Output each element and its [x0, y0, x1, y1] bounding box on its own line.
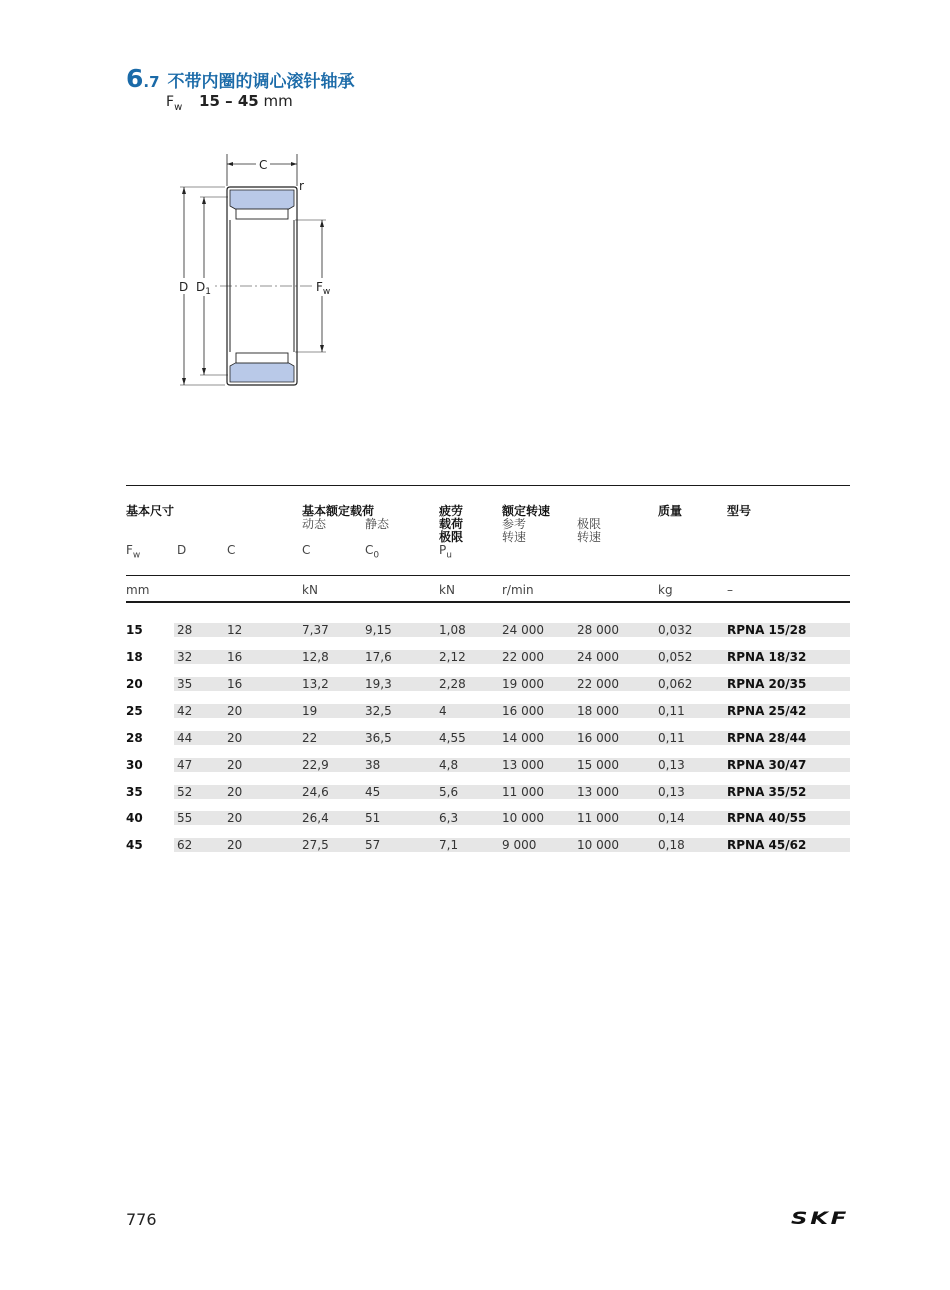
cell-c0: 32,5 [365, 704, 392, 718]
cell-d: 52 [177, 785, 193, 799]
cell-lim-speed: 13 000 [577, 785, 619, 799]
cell-fw: 18 [126, 650, 143, 664]
header-load-ratings: 基本额定载荷 [302, 504, 375, 518]
cell-c: 20 [227, 704, 243, 718]
cell-c0: 36,5 [365, 731, 392, 745]
cell-mass: 0,11 [658, 731, 685, 745]
header-mass: 质量 [658, 504, 683, 518]
cell-d: 42 [177, 704, 193, 718]
cell-mass: 0,032 [658, 623, 693, 637]
cell-lim-speed: 11 000 [577, 811, 619, 825]
dimension-label-r: r [299, 179, 304, 193]
cell-lim-speed: 28 000 [577, 623, 619, 637]
cell-fw: 15 [126, 623, 143, 637]
cell-c-dynamic: 22,9 [302, 758, 329, 772]
cell-fw: 25 [126, 704, 143, 718]
symbol-c0: $C_0$ [365, 543, 380, 561]
table-row [126, 731, 850, 745]
header-fatigue-2: 载荷 [439, 517, 464, 531]
cell-pu: 4 [439, 704, 447, 718]
cell-pu: 6,3 [439, 811, 459, 825]
cell-d: 47 [177, 758, 193, 772]
table-row [126, 704, 850, 718]
cell-c-dynamic: 19 [302, 704, 318, 718]
cell-c0: 51 [365, 811, 381, 825]
cell-c: 20 [227, 758, 243, 772]
cell-d: 44 [177, 731, 193, 745]
cell-c-dynamic: 13,2 [302, 677, 329, 691]
cell-d: 62 [177, 838, 193, 852]
cell-c-dynamic: 24,6 [302, 785, 329, 799]
size-range: 15 – 45 [199, 92, 259, 110]
table-units-rule [126, 601, 850, 603]
cell-c: 20 [227, 785, 243, 799]
skf-logo [790, 1209, 852, 1227]
header-reference-2: 转速 [502, 530, 527, 544]
header-limiting-1: 极限 [577, 517, 602, 531]
cell-mass: 0,062 [658, 677, 693, 691]
unit-designation: – [727, 583, 733, 597]
table-row [126, 650, 850, 664]
cell-ref-speed: 13 000 [502, 758, 544, 772]
cell-pu: 5,6 [439, 785, 459, 799]
cell-pu: 4,55 [439, 731, 466, 745]
cell-lim-speed: 18 000 [577, 704, 619, 718]
cell-c: 16 [227, 677, 243, 691]
cell-ref-speed: 10 000 [502, 811, 544, 825]
dimension-label-c: C [259, 158, 268, 172]
cell-c0: 19,3 [365, 677, 392, 691]
dimension-label-d: D [179, 280, 189, 294]
table-row [126, 623, 850, 637]
cell-c0: 38 [365, 758, 381, 772]
cell-mass: 0,11 [658, 704, 685, 718]
cell-pu: 2,28 [439, 677, 466, 691]
cell-designation: RPNA 15/28 [727, 623, 807, 637]
section-number: 6 [126, 64, 144, 93]
table-row [126, 811, 850, 825]
cell-d: 35 [177, 677, 193, 691]
table-header-rule [126, 575, 850, 576]
cell-lim-speed: 15 000 [577, 758, 619, 772]
cell-d: 28 [177, 623, 193, 637]
cell-lim-speed: 16 000 [577, 731, 619, 745]
cell-c: 20 [227, 838, 243, 852]
cell-c: 20 [227, 811, 243, 825]
cell-designation: RPNA 25/42 [727, 704, 807, 718]
cell-fw: 35 [126, 785, 143, 799]
cell-fw: 30 [126, 758, 143, 772]
table-row [126, 838, 850, 852]
table-row [126, 677, 850, 691]
cell-c-dynamic: 26,4 [302, 811, 329, 825]
table-top-rule [126, 485, 850, 486]
cell-designation: RPNA 35/52 [727, 785, 807, 799]
section-title-text: 不带内圈的调心滚针轴承 [167, 72, 355, 92]
unit-fatigue: kN [439, 583, 455, 597]
cell-mass: 0,13 [658, 785, 685, 799]
section-subnumber: .7 [143, 73, 160, 91]
header-fatigue-1: 疲劳 [439, 504, 464, 518]
cell-mass: 0,18 [658, 838, 685, 852]
cell-pu: 1,08 [439, 623, 466, 637]
cell-c: 16 [227, 650, 243, 664]
cell-fw: 20 [126, 677, 143, 691]
header-static: 静态 [365, 517, 390, 531]
cell-c-dynamic: 12,8 [302, 650, 329, 664]
cell-c0: 17,6 [365, 650, 392, 664]
fw-symbol: $F_w$ [166, 94, 183, 113]
header-limiting-2: 转速 [577, 530, 602, 544]
cell-mass: 0,14 [658, 811, 685, 825]
cell-lim-speed: 24 000 [577, 650, 619, 664]
cell-c-dynamic: 27,5 [302, 838, 329, 852]
cell-c: 20 [227, 731, 243, 745]
size-range-unit: mm [263, 92, 293, 110]
cell-ref-speed: 22 000 [502, 650, 544, 664]
header-reference-1: 参考 [502, 517, 527, 531]
cell-ref-speed: 24 000 [502, 623, 544, 637]
symbol-c-dynamic: C [302, 543, 311, 557]
cell-fw: 40 [126, 811, 143, 825]
cell-pu: 7,1 [439, 838, 459, 852]
cell-c0: 9,15 [365, 623, 392, 637]
cell-d: 55 [177, 811, 193, 825]
cell-designation: RPNA 20/35 [727, 677, 807, 691]
header-fatigue-3: 极限 [439, 530, 464, 544]
header-principal-dimensions: 基本尺寸 [126, 504, 175, 518]
symbol-pu: $P_u$ [439, 543, 452, 561]
cell-c0: 45 [365, 785, 381, 799]
header-dynamic: 动态 [302, 517, 327, 531]
cell-c-dynamic: 22 [302, 731, 318, 745]
unit-loads: kN [302, 583, 318, 597]
bearing-cross-section-diagram [170, 150, 350, 395]
cell-pu: 2,12 [439, 650, 466, 664]
cell-designation: RPNA 28/44 [727, 731, 807, 745]
cell-mass: 0,052 [658, 650, 693, 664]
svg-text:SKF: SKF [791, 1209, 849, 1227]
symbol-d: D [177, 543, 187, 557]
section-title [126, 64, 355, 93]
unit-mass: kg [658, 583, 673, 597]
cell-lim-speed: 22 000 [577, 677, 619, 691]
cell-ref-speed: 9 000 [502, 838, 537, 852]
cell-c-dynamic: 7,37 [302, 623, 329, 637]
cell-designation: RPNA 30/47 [727, 758, 807, 772]
cell-pu: 4,8 [439, 758, 459, 772]
cell-fw: 28 [126, 731, 143, 745]
cell-c: 12 [227, 623, 243, 637]
cell-d: 32 [177, 650, 193, 664]
cell-ref-speed: 16 000 [502, 704, 544, 718]
cell-designation: RPNA 45/62 [727, 838, 807, 852]
unit-dimensions: mm [126, 583, 150, 597]
cell-lim-speed: 10 000 [577, 838, 619, 852]
cell-ref-speed: 11 000 [502, 785, 544, 799]
header-speed-ratings: 额定转速 [502, 504, 551, 518]
page-subtitle [166, 92, 293, 113]
symbol-fw: $F_w$ [126, 543, 141, 561]
cell-designation: RPNA 40/55 [727, 811, 807, 825]
page-number: 776 [126, 1210, 157, 1229]
cell-c0: 57 [365, 838, 381, 852]
cell-mass: 0,13 [658, 758, 685, 772]
unit-speed: r/min [502, 583, 534, 597]
cell-ref-speed: 14 000 [502, 731, 544, 745]
table-row [126, 785, 850, 799]
cell-ref-speed: 19 000 [502, 677, 544, 691]
dimension-label-d1: $D_1$ [196, 280, 211, 297]
table-row [126, 758, 850, 772]
cell-fw: 45 [126, 838, 143, 852]
symbol-c: C [227, 543, 236, 557]
header-designation: 型号 [727, 504, 752, 518]
dimension-label-fw: $F_w$ [316, 280, 331, 297]
cell-designation: RPNA 18/32 [727, 650, 807, 664]
